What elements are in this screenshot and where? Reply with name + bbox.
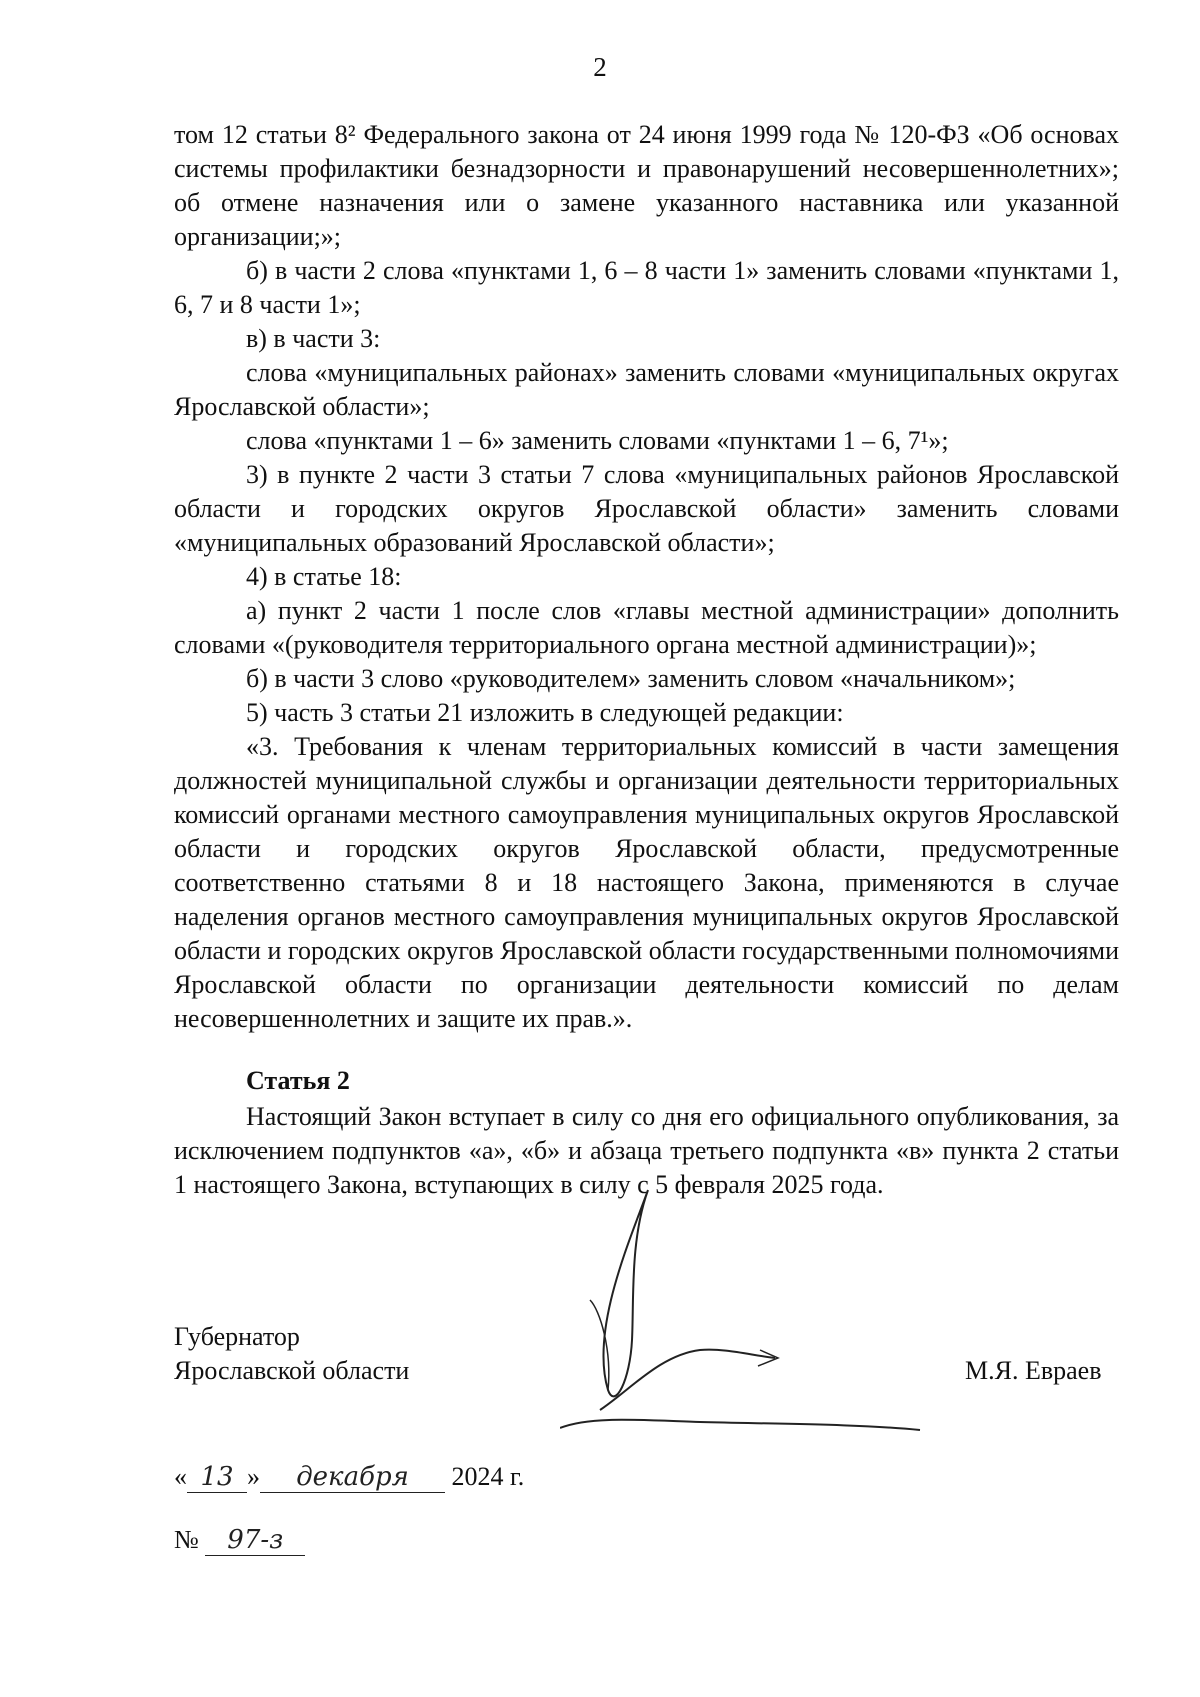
paragraph: том 12 статьи 8² Федерального закона от 24 июня 1999 года № 120-ФЗ «Об основах системы профилактики безнадзорности и правонарушений несовершеннолетних»; об отмене назначения или о замене указанного наставника или указанной организации;»; [174,120,1119,251]
date-month: декабря [260,1462,445,1493]
governor-title-line1: Губернатор [174,1322,300,1351]
signing-date [174,1462,524,1493]
date-day: 13 [187,1462,247,1493]
number-label: № [174,1525,199,1554]
law-number [174,1525,305,1556]
date-open-quote: « [174,1462,187,1491]
number-value: 97-з [205,1525,305,1556]
governor-title [174,1320,409,1388]
governor-name: М.Я. Евраев [965,1356,1102,1385]
article-2-text: Настоящий Закон вступает в силу со дня его официального опубликования, за исключением подпунктов «а», «б» и абзаца третьего подпункта «в» пункта 2 статьи 1 настоящего Закона, вступающих в силу с 5 февраля 2025 года. [174,1102,1119,1199]
paragraph: «3. Требования к членам территориальных комиссий в части замещения должностей муниципальной службы и организации деятельности территориальных комиссий органами местного самоуправления муниципальных округов Ярославской области и городских округов Ярославской области, предусмотренные соответственно статьями 8 и 18 настоящего Закона, применяются в случае наделения органов местного самоуправления муниципальных округов Ярославской области и городских округов Ярославской области государственными полномочиями Ярославской области по организации деятельности комиссий по делам несовершеннолетних и защите их прав.». [174,732,1119,1033]
date-year: 2024 г. [451,1462,525,1491]
article-2-title: Статья 2 [246,1066,350,1095]
law-body [174,118,1119,1036]
date-close-quote: » [247,1462,260,1491]
paragraph: в) в части 3: [246,324,381,353]
paragraph: б) в части 2 слова «пунктами 1, 6 – 8 части 1» заменить словами «пунктами 1, 6, 7 и 8 части 1»; [174,256,1119,319]
paragraph: слова «пунктами 1 – 6» заменить словами «пунктами 1 – 6, 7¹»; [246,426,949,455]
paragraph: 3) в пункте 2 части 3 статьи 7 слова «муниципальных районов Ярославской области и городских округов Ярославской области» заменить словами «муниципальных образований Ярославской области»; [174,460,1119,557]
paragraph: б) в части 3 слово «руководителем» заменить словом «начальником»; [246,664,1016,693]
governor-title-line2: Ярославской области [174,1356,410,1385]
paragraph: 4) в статье 18: [246,562,402,591]
paragraph: 5) часть 3 статьи 21 изложить в следующей редакции: [246,698,844,727]
paragraph: слова «муниципальных районах» заменить словами «муниципальных округах Ярославской области»; [174,358,1119,421]
paragraph: а) пункт 2 части 1 после слов «главы местной администрации» дополнить словами «(руководителя территориального органа местной администрации)»; [174,596,1119,659]
page-number: 2 [593,52,607,82]
handwritten-signature [560,1180,1000,1440]
